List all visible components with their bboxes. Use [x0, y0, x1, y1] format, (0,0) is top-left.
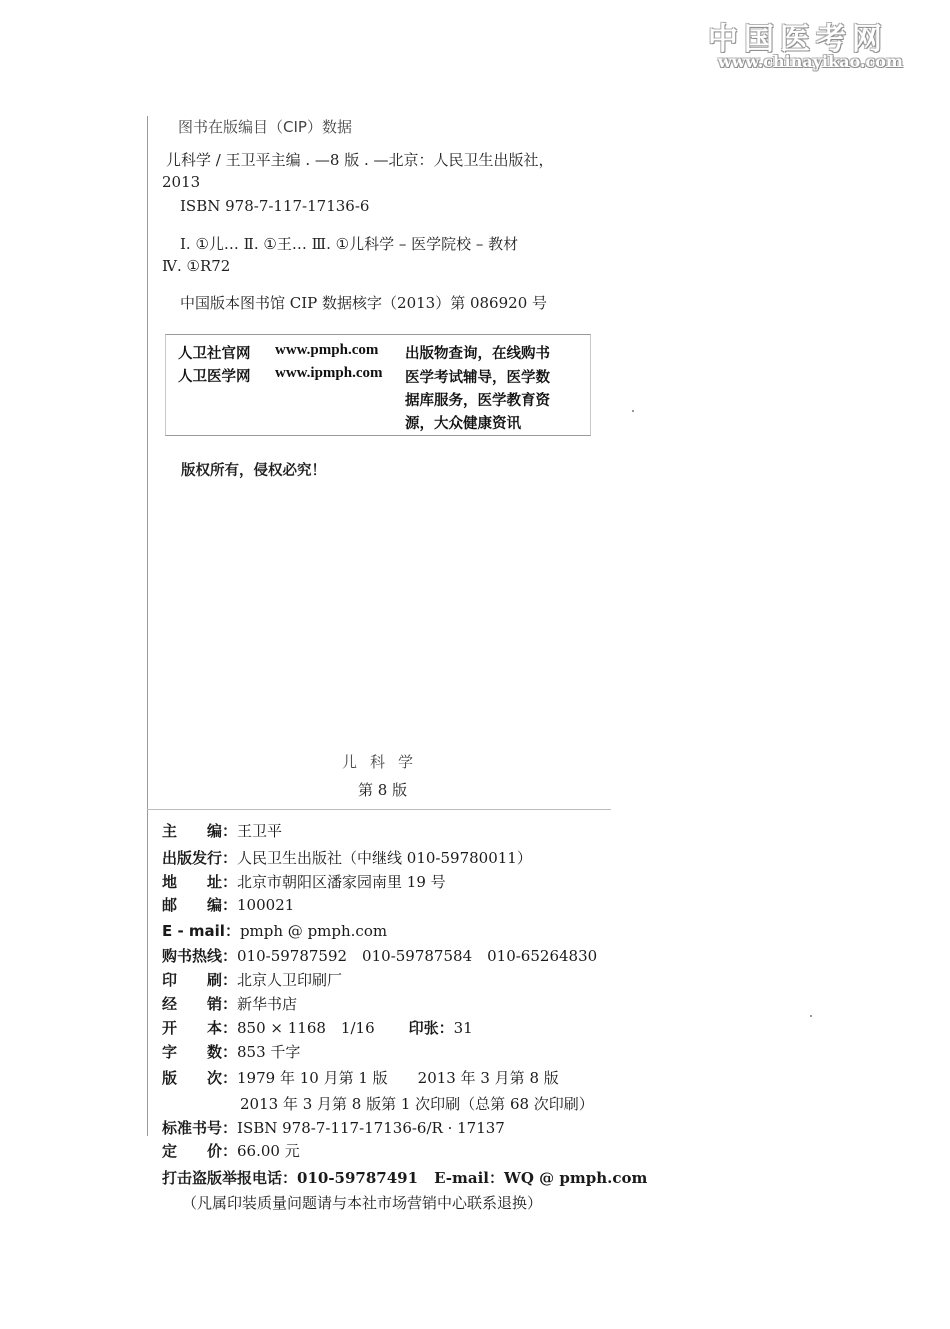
email-label: E - mail： — [162, 922, 240, 940]
imprint-row-isbn — [162, 1117, 505, 1138]
imprint-row-edition — [162, 1067, 559, 1088]
printer-label: 印 刷： — [162, 971, 238, 989]
cip-record-line: 儿科学 / 王卫平主编 . —8 版 . —北京：人民卫生出版社， — [166, 151, 554, 169]
sheets-label: 印张： — [408, 1019, 454, 1037]
imprint-row-format — [162, 1017, 473, 1038]
format-value: 850 × 1168 1/16 — [237, 1019, 375, 1037]
piracy-label: 打击盗版举报电话： — [162, 1169, 298, 1187]
imprint-row-printer — [162, 969, 342, 990]
email-value[interactable]: pmph @ pmph.com — [239, 922, 388, 940]
imprint-row-publisher — [162, 847, 532, 868]
std-number-label: 标准书号： — [162, 1119, 238, 1137]
editor-label: 主 编： — [162, 822, 238, 840]
book-title: 儿科学 — [342, 753, 427, 771]
imprint-row-price — [162, 1140, 300, 1161]
piracy-email[interactable]: WQ @ pmph.com — [504, 1169, 648, 1187]
imprint-row-piracy — [162, 1167, 647, 1188]
imprint-row-distributor — [162, 993, 297, 1014]
watermark-url: www.chinayikao.com — [718, 52, 903, 71]
divider-rule — [147, 809, 611, 810]
site-desc-line: 源，大众健康资讯 — [405, 416, 521, 432]
imprint-row-email — [162, 920, 387, 941]
editor-value: 王卫平 — [237, 822, 283, 840]
publisher-label: 出版发行： — [162, 849, 238, 867]
cip-title: 图书在版编目（CIP）数据 — [178, 118, 352, 136]
cip-classification: Ⅰ. ①儿… Ⅱ. ①王… Ⅲ. ①儿科学 – 医学院校 – 教材 — [180, 235, 519, 253]
imprint-edition-printing: 2013 年 3 月第 8 版第 1 次印刷（总第 68 次印刷） — [240, 1095, 594, 1113]
imprint-row-postcode — [162, 894, 294, 915]
imprint-row-editor — [162, 820, 282, 841]
piracy-email-label: E-mail： — [434, 1169, 504, 1187]
cip-classification-cont: Ⅳ. ①R72 — [162, 257, 231, 275]
scan-speck — [632, 410, 634, 412]
address-value: 北京市朝阳区潘家园南里 19 号 — [237, 873, 446, 891]
book-edition: 第 8 版 — [358, 781, 408, 799]
quality-note: （凡属印装质量问题请与本社市场营销中心联系退换） — [182, 1194, 543, 1212]
scan-speck — [810, 1015, 812, 1017]
postcode-label: 邮 编： — [162, 896, 238, 914]
edition-value: 1979 年 10 月第 1 版 2013 年 3 月第 8 版 — [237, 1069, 559, 1087]
distributor-label: 经 销： — [162, 995, 238, 1013]
printer-value: 北京人卫印刷厂 — [237, 971, 343, 989]
publisher-value: 人民卫生出版社（中继线 010-59780011） — [237, 849, 532, 867]
words-value: 853 千字 — [237, 1043, 301, 1061]
price-label: 定 价： — [162, 1142, 238, 1160]
hotline-label: 购书热线： — [162, 947, 238, 965]
site-desc-line: 医学考试辅导，医学数 — [405, 370, 550, 386]
cip-isbn: ISBN 978-7-117-17136-6 — [180, 197, 370, 215]
imprint-row-words — [162, 1041, 300, 1062]
binding-margin-line — [147, 116, 148, 1136]
format-label: 开 本： — [162, 1019, 238, 1037]
imprint-row-hotline — [162, 945, 597, 966]
hotline-value: 010-59787592 010-59787584 010-65264830 — [237, 947, 598, 965]
sheets-value: 31 — [453, 1019, 473, 1037]
std-number-value: ISBN 978-7-117-17136-6/R · 17137 — [237, 1119, 505, 1137]
distributor-value: 新华书店 — [237, 995, 298, 1013]
edition-label: 版 次： — [162, 1069, 238, 1087]
imprint-row-address — [162, 871, 446, 892]
site-url-ipmph[interactable]: www.ipmph.com — [275, 365, 383, 381]
watermark-logo-text: 中国医考网 — [708, 22, 888, 57]
site-desc-line: 据库服务，医学教育资 — [405, 393, 550, 409]
postcode-value: 100021 — [237, 896, 295, 914]
site-desc-line: 出版物查询，在线购书 — [405, 346, 550, 362]
price-value: 66.00 元 — [237, 1142, 300, 1160]
address-label: 地 址： — [162, 873, 238, 891]
cip-record-year: 2013 — [162, 173, 201, 191]
site-url-pmph[interactable]: www.pmph.com — [275, 342, 379, 358]
site-name-pmph: 人卫社官网 — [178, 346, 251, 362]
piracy-phone: 010-59787491 — [297, 1169, 419, 1187]
cip-number: 中国版本图书馆 CIP 数据核字（2013）第 086920 号 — [180, 294, 548, 312]
words-label: 字 数： — [162, 1043, 238, 1061]
site-name-ipmph: 人卫医学网 — [178, 369, 251, 385]
copyright-notice: 版权所有，侵权必究！ — [181, 463, 326, 479]
